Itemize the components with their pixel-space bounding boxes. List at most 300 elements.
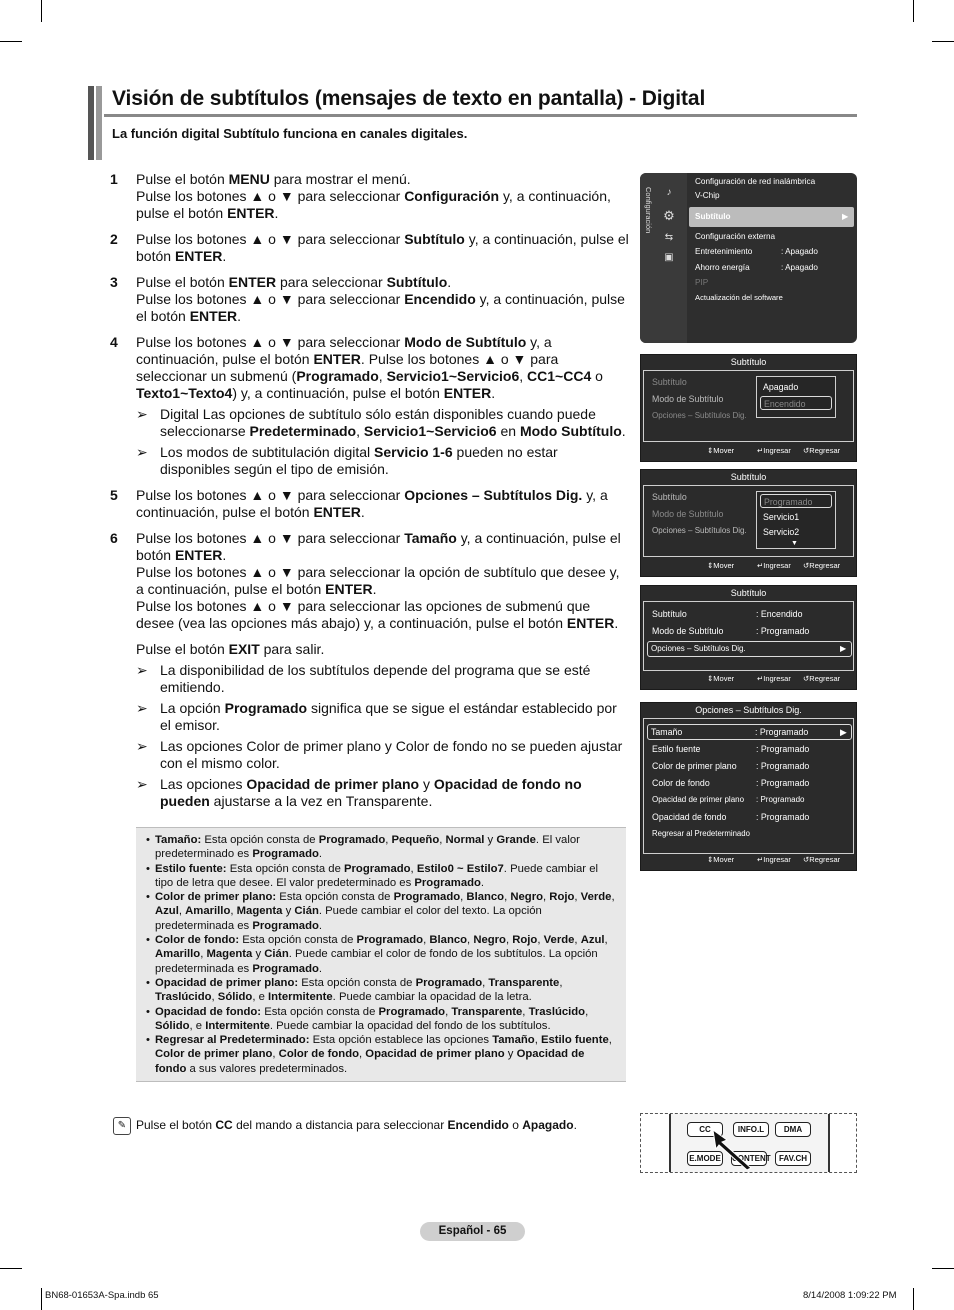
- text-run: Opciones – Subtítulos Dig.: [404, 487, 583, 503]
- text-run: Amarillo: [185, 905, 231, 918]
- text-run: Apagado: [522, 1118, 574, 1132]
- text-run: y, a continuación, pulse el botón: [136, 334, 552, 367]
- title-rule: [104, 114, 857, 117]
- text-run: Esta opción consta de: [276, 891, 394, 904]
- text-run: Tamaño: [492, 1034, 535, 1047]
- text-run: Grande: [496, 834, 536, 846]
- screen-footer: [641, 854, 856, 866]
- note-text: [160, 700, 630, 734]
- service-popup: [756, 491, 836, 549]
- crop-mark: [932, 1268, 954, 1269]
- text-run: Estilo0 ~ Estilo7: [416, 862, 504, 875]
- digital-options-screen: [640, 702, 857, 871]
- enter-hint: ↵ Ingresar: [757, 855, 791, 864]
- config-item-software-update[interactable]: Actualización del software: [695, 293, 783, 302]
- text-run: . Puede cambiar el tipo de letra que desee. El valor predeterminado es: [155, 862, 598, 889]
- support-icon: ▣: [664, 252, 674, 263]
- step-line: [136, 231, 630, 265]
- screen-footer: [641, 445, 856, 457]
- text-run: ,: [537, 934, 544, 947]
- text-run: ENTER: [313, 504, 361, 520]
- text-run: La disponibilidad de los subtítulos depende del programa que se esté emitiendo.: [160, 662, 591, 695]
- remote-body: [669, 1114, 830, 1172]
- gear-icon: ⚙: [663, 208, 675, 223]
- text-run: Traslúcido: [155, 991, 212, 1004]
- text-run: Pulse los botones ▲ o ▼ para seleccionar: [136, 231, 405, 247]
- text-run: para mostrar el menú.: [269, 171, 411, 187]
- text-run: Opacidad de fondo no pueden: [160, 776, 582, 809]
- text-run: Esta opción consta de: [298, 976, 416, 989]
- text-run: Programado: [344, 862, 411, 875]
- text-run: Normal: [445, 834, 485, 846]
- subtitle-screen-1: [640, 354, 857, 462]
- text-run: Regresar al Predeterminado:: [155, 1034, 310, 1047]
- chevron-down-icon[interactable]: ▼: [791, 540, 798, 547]
- option-text: [155, 862, 618, 891]
- text-run: La opción: [160, 700, 225, 716]
- option-item: [146, 1033, 618, 1076]
- step-line: [136, 487, 630, 521]
- step-number: 5: [110, 487, 118, 503]
- remote-info-button: INFO.L: [733, 1122, 769, 1137]
- step-2: [110, 231, 630, 265]
- screen-title: Subtítulo: [730, 357, 767, 367]
- text-run: Pulse los botones ▲ o ▼ para seleccionar: [136, 188, 405, 204]
- text-run: Azul: [155, 905, 179, 918]
- text-run: Predeterminado: [249, 423, 357, 439]
- text-run: y: [282, 905, 295, 918]
- text-run: ,: [482, 976, 489, 989]
- text-run: ,: [608, 1034, 612, 1047]
- screen-row-selected[interactable]: Opciones – Subtítulos Dig. ▶: [647, 641, 852, 657]
- text-run: Subtítulo: [404, 231, 465, 247]
- option-text: [155, 1005, 618, 1034]
- text-run: y, a continuación, pulse el botón: [136, 487, 608, 520]
- step-line: [136, 598, 630, 632]
- text-run: ENTER: [443, 385, 492, 401]
- move-hint: ⇕ Mover: [707, 446, 735, 455]
- screen-footer: [641, 673, 856, 685]
- text-run: Opacidad de primer plano:: [155, 976, 299, 989]
- text-run: ENTER: [325, 581, 373, 597]
- remote-content-button: CONTENT: [731, 1151, 767, 1166]
- note-text: [160, 776, 630, 810]
- text-run: Cián: [264, 948, 289, 961]
- pointer-hand-icon: [711, 1128, 761, 1170]
- step-5: [110, 487, 630, 521]
- crop-mark: [932, 41, 954, 42]
- text-run: .: [318, 848, 323, 861]
- steps-list: [110, 171, 630, 810]
- page-subtitle: La función digital Subtítulo funciona en canales digitales.: [112, 126, 468, 141]
- text-run: Programado: [318, 834, 386, 846]
- text-run: Magenta: [206, 948, 253, 961]
- bullet-icon: •: [146, 934, 150, 947]
- page-number-badge: Español - 65: [420, 1222, 525, 1241]
- exit-note: [136, 662, 630, 696]
- step-note: [136, 406, 630, 440]
- bullet-icon: •: [146, 891, 150, 904]
- config-item-subtitle[interactable]: Subtítulo ▶: [695, 212, 849, 221]
- step-body: [136, 231, 630, 265]
- config-item-entertainment[interactable]: Entretenimiento : Apagado: [695, 247, 818, 256]
- text-run: CC: [215, 1118, 233, 1132]
- options-notes-box: [136, 827, 626, 1082]
- note-arrow-icon: ➢: [136, 444, 148, 460]
- text-run: ,: [543, 891, 550, 904]
- text-run: ajustarse a la vez en Transparente.: [209, 793, 433, 809]
- text-run: Los modos de subtitulación digital: [160, 444, 375, 460]
- config-item-wireless[interactable]: Configuración de red inalámbrica: [695, 177, 816, 186]
- text-run: ,: [359, 1048, 366, 1061]
- text-run: .: [222, 547, 227, 563]
- text-run: Programado: [393, 891, 461, 904]
- text-run: y: [419, 776, 434, 792]
- cc-note: [136, 1118, 577, 1133]
- popup-option-selected[interactable]: Encendido: [760, 396, 832, 410]
- text-run: Color de fondo:: [155, 934, 240, 947]
- text-run: pueden no estar disponibles según el tipo de emisión.: [160, 444, 558, 477]
- text-run: Negro: [510, 891, 543, 904]
- text-run: ,: [611, 891, 615, 904]
- text-run: y, a continuación, pulse el botón: [136, 530, 621, 563]
- text-run: Programado: [252, 848, 319, 861]
- subtitle-screen-2: [640, 469, 857, 577]
- text-run: Encendido: [447, 1118, 509, 1132]
- text-run: Esta opción establece las opciones: [309, 1034, 493, 1047]
- text-run: . Puede cambiar la opacidad del fondo de los subtítulos.: [269, 1019, 551, 1032]
- step-number: 6: [110, 530, 118, 546]
- popup-option[interactable]: Apagado: [763, 382, 799, 392]
- text-run: ENTER: [566, 615, 615, 631]
- text-run: Programado: [356, 934, 424, 947]
- crop-mark: [913, 0, 914, 22]
- text-run: Pulse los botones ▲ o ▼ para seleccionar: [136, 530, 405, 546]
- step-line: [136, 171, 630, 188]
- note-arrow-icon: ➢: [136, 700, 148, 716]
- text-run: , e: [189, 1019, 206, 1032]
- crop-mark: [41, 0, 42, 22]
- popup-option[interactable]: Servicio1: [763, 512, 800, 522]
- screen-pane: Tamaño : Programado ▶ Estilo fuente : Programado Color de primer plano : Programado Color de fondo : Programado Opacidad de primer plano : Programado Opacidad de fondo : Programado Regresar al Predeterminado: [643, 718, 854, 854]
- text-run: Encendido: [404, 291, 476, 307]
- step-body: [136, 171, 630, 222]
- text-run: Esta opción consta de: [226, 862, 344, 875]
- popup-option[interactable]: Servicio2: [763, 527, 800, 537]
- text-run: Blanco: [429, 934, 468, 947]
- text-run: Pulse los botones ▲ o ▼ para seleccionar: [136, 334, 405, 350]
- text-run: Servicio1~Servicio6: [386, 368, 520, 384]
- text-run: ) y, a continuación, pulse el botón: [232, 385, 444, 401]
- text-run: Opacidad de fondo: [155, 1048, 585, 1075]
- text-run: ,: [467, 934, 474, 947]
- option-text: [155, 890, 618, 933]
- text-run: Programado: [296, 368, 379, 384]
- text-run: Programado: [252, 919, 319, 932]
- option-text: [155, 1033, 618, 1076]
- text-run: Transparente: [451, 1005, 523, 1018]
- text-run: Las opciones Color de primer plano y Color de fondo no se pueden ajustar con el mismo color.: [160, 738, 623, 771]
- text-run: Esta opción consta de: [201, 834, 319, 846]
- text-run: ,: [200, 948, 207, 961]
- bullet-icon: •: [146, 1034, 150, 1047]
- enter-hint: ↵ Ingresar: [757, 561, 791, 570]
- screen-pane: Subtítulo Modo de Subtítulo Opciones – Subtítulos Dig. Apagado Encendido: [643, 370, 854, 442]
- text-run: Servicio1~Servicio6: [363, 423, 497, 439]
- text-run: Modo de Subtítulo: [404, 334, 527, 350]
- text-run: Pulse los botones ▲ o ▼ para seleccionar las opciones de submenú que desee (vea las opciones más abajo) y, a continuación, pulse el botón: [136, 598, 591, 631]
- option-item: [146, 1005, 618, 1034]
- option-item: [146, 862, 618, 891]
- text-run: Pulse los botones ▲ o ▼ para seleccionar la opción de subtítulo que desee y, a continuación, pulse el botón: [136, 564, 620, 597]
- config-menu-sidebar: [640, 173, 687, 343]
- text-run: ,: [574, 934, 581, 947]
- popup-option-selected[interactable]: Programado: [760, 494, 832, 508]
- enter-hint: ↵ Ingresar: [757, 674, 791, 683]
- text-run: ,: [504, 891, 511, 904]
- text-run: Esta opción consta de: [261, 1005, 379, 1018]
- note-text: [160, 444, 630, 478]
- text-run: Tamaño: [404, 530, 457, 546]
- step-line: [136, 334, 630, 402]
- text-run: y, a continuación, pulse el botón: [136, 188, 611, 221]
- text-run: . Pulse los botones ▲ o ▼ para seleccionar un submenú (: [136, 351, 559, 384]
- text-run: Color de fondo: [278, 1048, 359, 1061]
- text-run: .: [318, 919, 323, 932]
- text-run: Pulse los botones ▲ o ▼ para seleccionar: [136, 291, 405, 307]
- step-line: [136, 274, 630, 291]
- note-arrow-icon: ➢: [136, 662, 148, 678]
- text-run: Negro: [473, 934, 506, 947]
- config-item-vchip[interactable]: V-Chip: [695, 191, 720, 200]
- text-run: .: [372, 581, 377, 597]
- text-run: Digital Las opciones de subtítulo sólo están disponibles cuando puede seleccionarse: [160, 406, 596, 439]
- text-run: significa que se sigue el estándar establecido por el emisor.: [160, 700, 617, 733]
- text-run: .: [447, 274, 452, 290]
- text-run: Las opciones: [160, 776, 247, 792]
- text-run: ENTER: [227, 205, 275, 221]
- remote-control-illustration: [640, 1113, 857, 1173]
- remote-emode-button: E.MODE: [687, 1151, 723, 1166]
- bullet-icon: •: [146, 976, 150, 989]
- options-list: [146, 833, 618, 1076]
- screen-title: Subtítulo: [730, 588, 767, 598]
- step-number: 4: [110, 334, 118, 350]
- screen-pane: Subtítulo Modo de Subtítulo Opciones – Subtítulos Dig. Programado Servicio1 Servicio2 ▼: [643, 485, 854, 557]
- config-menu-screen: [640, 173, 857, 343]
- text-run: Pulse el botón: [136, 1118, 216, 1132]
- text-run: Programado: [378, 1005, 446, 1018]
- move-hint: ⇕ Mover: [707, 855, 735, 864]
- exit-note: [136, 700, 630, 734]
- text-run: para salir.: [259, 641, 325, 657]
- option-item: [146, 933, 618, 976]
- text-run: Intermitente: [205, 1019, 270, 1032]
- text-run: Programado: [414, 876, 481, 889]
- text-run: Verde: [543, 934, 575, 947]
- text-run: .: [318, 962, 323, 975]
- text-run: ,: [356, 423, 364, 439]
- text-run: Programado: [252, 962, 319, 975]
- return-hint: ↺ Regresar: [803, 446, 841, 455]
- text-run: ENTER: [174, 547, 223, 563]
- text-run: Pulse el botón: [136, 274, 229, 290]
- text-run: Pequeño: [391, 834, 440, 846]
- crop-mark: [0, 41, 22, 42]
- return-hint: ↺ Regresar: [803, 561, 841, 570]
- screen-footer: [641, 560, 856, 572]
- text-run: o: [591, 368, 603, 384]
- text-run: ,: [534, 1034, 541, 1047]
- text-run: o: [508, 1118, 523, 1132]
- text-run: .: [491, 385, 496, 401]
- text-run: Servicio 1-6: [374, 444, 453, 460]
- text-run: y: [484, 834, 497, 846]
- text-run: Intermitente: [268, 991, 333, 1004]
- text-run: Opacidad de primer plano: [365, 1048, 505, 1061]
- text-run: CC1~CC4: [527, 368, 592, 384]
- arrow-right-icon: ▶: [840, 727, 847, 737]
- bullet-icon: •: [146, 1005, 150, 1018]
- note-arrow-icon: ➢: [136, 738, 148, 754]
- text-run: ,: [439, 834, 446, 846]
- step-body: [136, 530, 630, 632]
- note-text: [160, 406, 630, 440]
- text-run: Programado: [224, 700, 308, 716]
- text-run: . Puede cambiar el color del texto. La opción predeterminada es: [155, 905, 542, 932]
- crop-mark: [913, 1288, 914, 1310]
- text-run: . Puede cambiar la opacidad de la letra.: [332, 991, 532, 1004]
- text-run: Azul: [580, 934, 605, 947]
- text-run: del mando a distancia para seleccionar: [232, 1118, 448, 1132]
- text-run: ,: [178, 905, 186, 918]
- text-run: ,: [378, 368, 387, 384]
- text-run: ,: [410, 862, 417, 875]
- step-line: [136, 188, 630, 222]
- screen-title: Opciones – Subtítulos Dig.: [695, 705, 802, 715]
- crop-mark: [0, 1268, 22, 1269]
- text-run: Subtítulo: [386, 274, 448, 290]
- text-run: Configuración: [404, 188, 500, 204]
- note-arrow-icon: ➢: [136, 776, 148, 792]
- text-run: . El valor predeterminado es: [155, 834, 580, 861]
- remote-dma-button: DMA: [775, 1122, 811, 1137]
- page-title: Visión de subtítulos (mensajes de texto en pantalla) - Digital: [112, 87, 706, 110]
- antenna-icon: ♪: [666, 187, 672, 198]
- text-run: y, a continuación, pulse el botón: [136, 291, 625, 324]
- text-run: Color de primer plano:: [155, 891, 277, 904]
- title-accent-bar: [88, 86, 94, 160]
- text-run: .: [360, 504, 365, 520]
- text-run: ,: [445, 1005, 452, 1018]
- config-item-pip[interactable]: PIP: [695, 278, 709, 287]
- text-run: y: [252, 948, 265, 961]
- text-run: ENTER: [174, 248, 223, 264]
- exit-note: [136, 738, 630, 772]
- text-run: Rojo: [512, 934, 538, 947]
- text-run: Amarillo: [155, 948, 201, 961]
- move-hint: ⇕ Mover: [707, 674, 735, 683]
- text-run: Opacidad de fondo:: [155, 1005, 262, 1018]
- text-run: ,: [423, 934, 430, 947]
- text-run: a sus valores predeterminados.: [186, 1062, 348, 1075]
- footer-file-info: BN68-01653A-Spa.indb 65: [45, 1290, 159, 1301]
- exit-instruction: [136, 641, 630, 810]
- text-run: ,: [230, 905, 237, 918]
- text-run: ,: [505, 934, 513, 947]
- text-run: Texto1~Texto4: [136, 385, 233, 401]
- screen-pane: Subtítulo : Encendido Modo de Subtítulo : Programado Opciones – Subtítulos Dig. ▶: [643, 601, 854, 671]
- text-run: MENU: [228, 171, 270, 187]
- text-run: ENTER: [313, 351, 361, 367]
- exit-note: [136, 776, 630, 810]
- text-run: en: [496, 423, 520, 439]
- text-run: .: [274, 205, 279, 221]
- config-item-energy[interactable]: Ahorro energía : Apagado: [695, 263, 818, 272]
- text-run: .: [222, 248, 227, 264]
- step-body: [136, 334, 630, 478]
- text-run: Tamaño:: [155, 834, 202, 846]
- step-body: [136, 487, 630, 521]
- bullet-icon: •: [146, 862, 150, 875]
- option-item: [146, 976, 618, 1005]
- text-run: Opacidad de primer plano: [246, 776, 420, 792]
- screen-row-selected[interactable]: Tamaño : Programado ▶: [647, 724, 852, 740]
- note-icon: ✎: [113, 1117, 131, 1135]
- option-text: [155, 833, 618, 862]
- note-text: [160, 738, 630, 772]
- text-run: Programado: [415, 976, 483, 989]
- note-text: [160, 662, 630, 696]
- config-item-external[interactable]: Configuración externa: [695, 232, 776, 241]
- step-number: 2: [110, 231, 118, 247]
- text-run: ,: [559, 976, 563, 989]
- text-run: Sólido: [217, 991, 253, 1004]
- step-body: [136, 274, 630, 325]
- text-run: Magenta: [236, 905, 283, 918]
- text-run: Cián: [294, 905, 319, 918]
- text-run: Estilo fuente: [540, 1034, 609, 1047]
- title-accent-bar: [96, 86, 102, 160]
- text-run: Pulse el botón: [136, 171, 229, 187]
- return-hint: ↺ Regresar: [803, 674, 841, 683]
- step-line: [136, 564, 630, 598]
- text-run: .: [614, 615, 619, 631]
- text-run: .: [237, 308, 242, 324]
- bullet-icon: •: [146, 834, 150, 846]
- text-run: Pulse los botones ▲ o ▼ para seleccionar: [136, 487, 405, 503]
- remote-favch-button: FAV.CH: [775, 1151, 811, 1166]
- option-text: [155, 933, 618, 976]
- subtitle-screen-3: [640, 585, 857, 690]
- step-number: 3: [110, 274, 118, 290]
- text-run: Pulse el botón: [136, 641, 229, 657]
- subtitle-popup: [756, 376, 836, 418]
- config-menu-side-label: Configuración: [644, 187, 653, 234]
- step-3: [110, 274, 630, 325]
- text-run: y, a continuación, pulse el botón: [136, 231, 629, 264]
- text-run: . Puede cambiar el color de fondo de los subtítulos. La opción predeterminada es: [155, 948, 598, 975]
- step-number: 1: [110, 171, 118, 187]
- text-run: .: [573, 1118, 577, 1132]
- step-1: [110, 171, 630, 222]
- text-run: Estilo fuente:: [155, 862, 227, 875]
- text-run: ,: [574, 891, 581, 904]
- step-line: [136, 530, 630, 564]
- move-hint: ⇕ Mover: [707, 561, 735, 570]
- remote-cc-button: CC: [687, 1122, 723, 1137]
- option-item: [146, 833, 618, 862]
